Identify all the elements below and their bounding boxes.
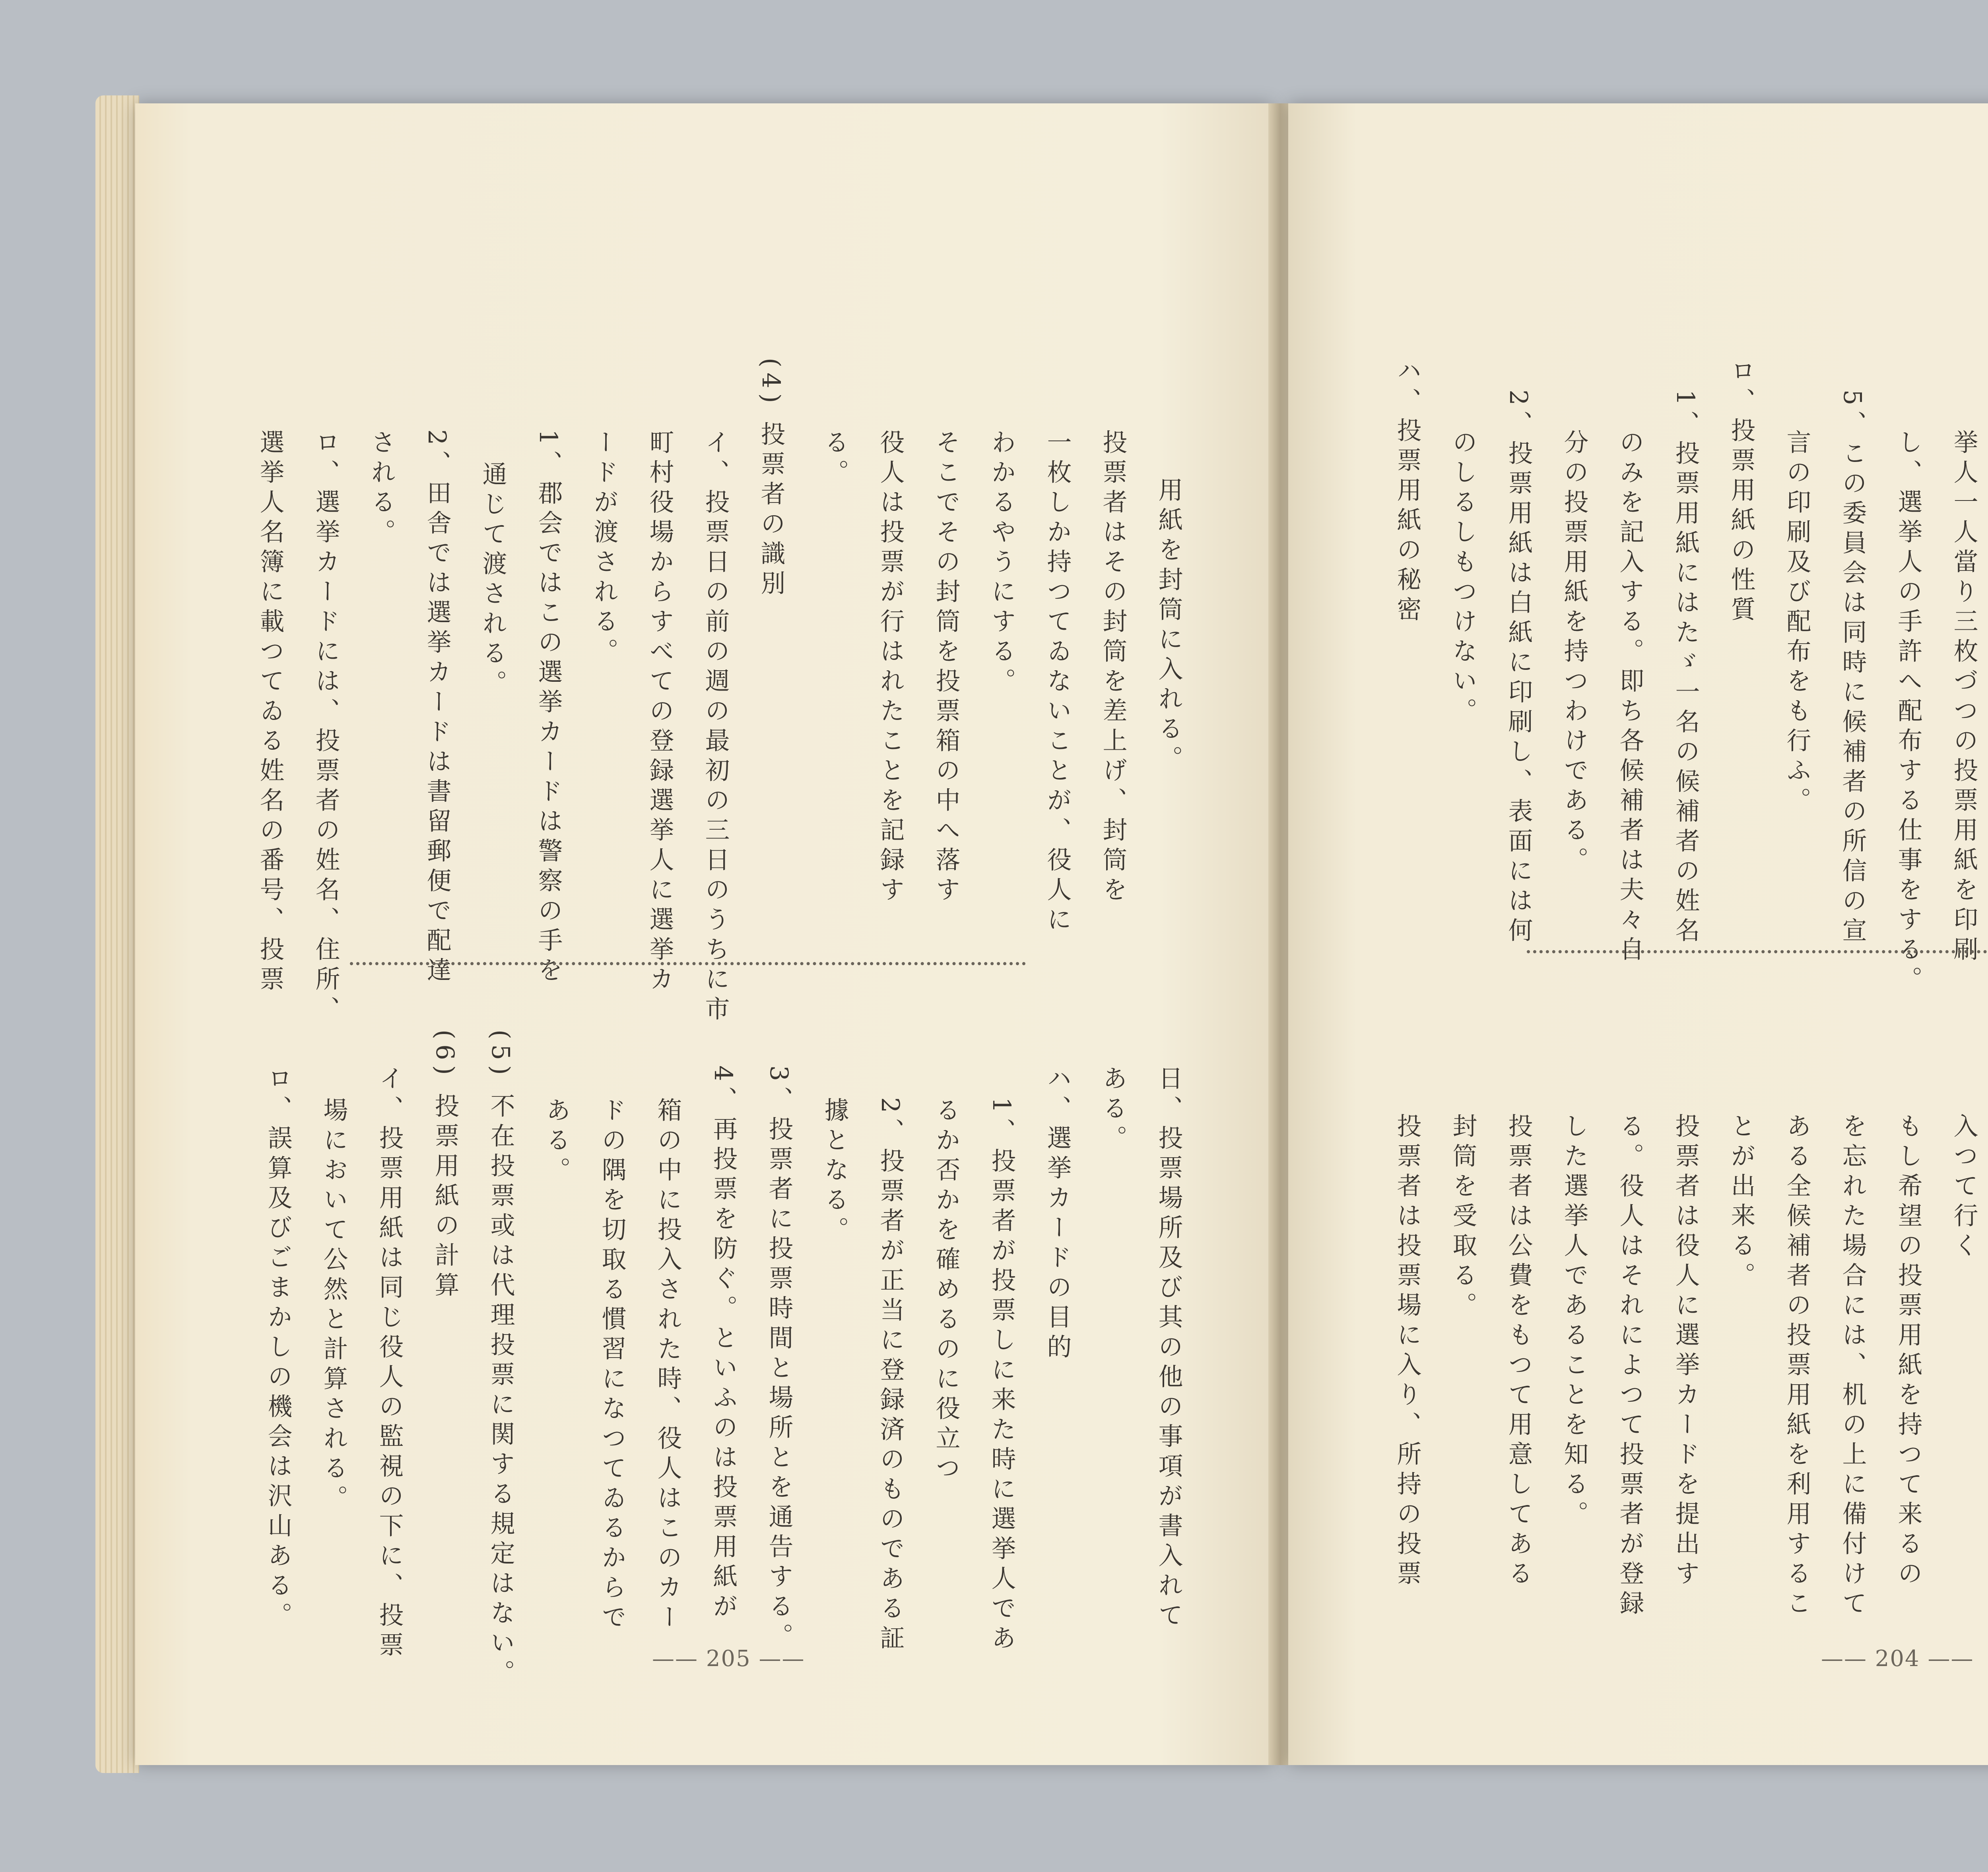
text-line: る。 — [820, 429, 849, 489]
text-line: 日、投票場所及び其の他の事項が書入れて — [1154, 1065, 1183, 1632]
text-line: のしるしもつけない。 — [1448, 429, 1477, 727]
text-line: とが出来る。 — [1727, 1113, 1756, 1292]
text-line: 封筒を受取る。 — [1448, 1113, 1477, 1322]
text-line: 1、投票用紙にはたゞ一名の候補者の姓名 — [1671, 390, 1700, 947]
text-line: 投票者は公費をもつて用意してある — [1504, 1113, 1533, 1590]
text-line: 入つて行く — [1949, 1113, 1978, 1262]
text-line: ドの隅を切取る慣習になつてゐるからで — [598, 1097, 627, 1634]
text-line: 選挙人名簿に載つてゐる姓名の番号、投票 — [256, 429, 285, 996]
text-line: のみを記入する。即ち各候補者は夫々自 — [1615, 429, 1644, 966]
section-heading: (4) 投票者の識別 — [757, 358, 786, 600]
text-line: 2、投票者が正当に登録済のものである証 — [876, 1097, 905, 1655]
text-line: 用紙を封筒に入れる。 — [1154, 477, 1183, 775]
page-number: —— 205 —— — [652, 1646, 805, 1672]
text-line: ロ、誤算及びごまかしの機会は沢山ある。 — [264, 1065, 293, 1632]
text-line: 4、再投票を防ぐ。といふのは投票用紙が — [709, 1065, 738, 1623]
page-205 — [135, 103, 1272, 1765]
text-line: し、選挙人の手許へ配布する仕事をする。 — [1894, 429, 1923, 996]
page-number: —— 204 —— — [1821, 1646, 1974, 1672]
divider-line — [350, 962, 1026, 965]
section-heading: (5) 不在投票或は代理投票に関する規定はない。 — [486, 1030, 515, 1690]
text-line: 一枚しか持つてゐないことが、役人に — [1043, 429, 1072, 936]
text-line: 投票者は投票場に入り、所持の投票 — [1393, 1113, 1422, 1590]
text-line: した選挙人であることを知る。 — [1560, 1113, 1589, 1531]
text-line: 通じて渡される。 — [478, 461, 507, 700]
text-line: 2、田舎では選挙カードは書留郵便で配達 — [423, 429, 452, 987]
text-line: 2、投票用紙は白紙に印刷し、表面には何 — [1504, 390, 1533, 947]
text-line: ロ、選挙カードには、投票者の姓名、住所、 — [311, 429, 340, 1026]
text-line: 町村役場からすべての登録選挙人に選挙カ — [645, 429, 674, 996]
text-line: イ、投票日の前の週の最初の三日のうちに市 — [701, 429, 730, 1026]
text-line: 分の投票用紙を持つわけである。 — [1560, 429, 1589, 877]
text-line: 場において公然と計算される。 — [319, 1097, 348, 1515]
text-line: 箱の中に投入された時、役人はこのカー — [653, 1097, 682, 1634]
text-line: 挙人一人當り三枚づつの投票用紙を印刷 — [1949, 429, 1978, 966]
text-line: る。役人はそれによつて投票者が登録 — [1615, 1113, 1644, 1620]
text-line: るか否かを確めるのに役立つ — [932, 1097, 961, 1485]
divider-line — [1527, 950, 1988, 953]
text-line: ある。 — [1099, 1065, 1128, 1155]
text-line: わかるやうにする。 — [987, 429, 1016, 698]
text-line: 3、投票者に投票時間と場所とを通告する。 — [765, 1065, 794, 1653]
text-line: ードが渡される。 — [590, 429, 619, 668]
text-line: ある全候補者の投票用紙を利用するこ — [1782, 1113, 1811, 1620]
text-line: 5、この委員会は同時に候補者の所信の宣 — [1838, 390, 1867, 947]
text-line: 據となる。 — [820, 1097, 849, 1246]
text-line: イ、投票用紙は同じ役人の監視の下に、投票 — [375, 1065, 404, 1662]
page-204 — [1288, 103, 1988, 1765]
text-line: 役人は投票が行はれたことを記録す — [876, 429, 905, 906]
text-line: される。 — [367, 429, 396, 549]
text-line: そこでその封筒を投票箱の中へ落す — [932, 429, 961, 906]
text-line: 1、郡会ではこの選挙カードは警察の手を — [534, 429, 563, 987]
text-line: もし希望の投票用紙を持つて来るの — [1894, 1113, 1923, 1590]
text-line: ハ、選挙カードの目的 — [1043, 1065, 1072, 1364]
section-heading: (6) 投票用紙の計算 — [431, 1030, 460, 1302]
text-line: 投票者はその封筒を差上げ、封筒を — [1099, 429, 1128, 906]
text-line: を忘れた場合には、机の上に備付けて — [1838, 1113, 1867, 1620]
text-line: 1、投票者が投票しに来た時に選挙人であ — [987, 1097, 1016, 1655]
open-book — [80, 80, 1988, 1789]
section-heading: ハ、投票用紙の秘密 — [1393, 358, 1422, 626]
text-line: 言の印刷及び配布をも行ふ。 — [1782, 429, 1811, 817]
text-line: ある。 — [542, 1097, 571, 1187]
page-edges-left — [95, 95, 139, 1773]
text-line: 投票者は役人に選挙カードを提出す — [1671, 1113, 1700, 1590]
section-heading: ロ、投票用紙の性質 — [1727, 358, 1756, 626]
